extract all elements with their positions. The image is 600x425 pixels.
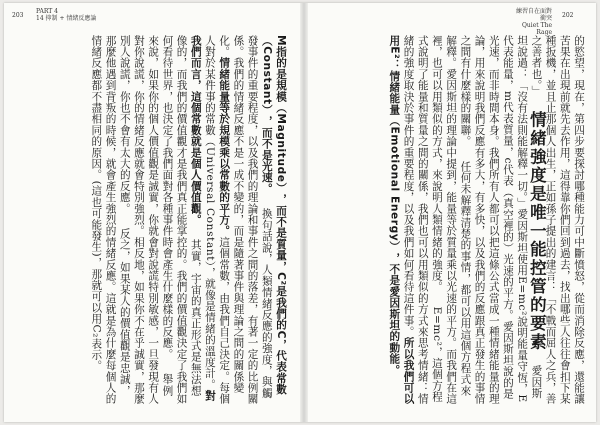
left-bold-1: 情緒能量等於規模乘以常數的平方。	[218, 57, 231, 237]
left-page	[4, 3, 300, 422]
left-para-5: 舉例來說，如果你的個人價值觀是誠實，你就會對說謊特別敏感，一旦發現有人對你說謊，你的情緒反應就會特別強烈。相反地，如果你不在乎誠實，那麼別人說謊，你也不會有太大的反應。	[118, 35, 174, 405]
left-page-number: 203	[12, 12, 24, 19]
left-running-header	[36, 8, 96, 22]
left-para-3: 這個常數，由我們自己決定。每個人對於某件事的常數（Universal Constant），就像是情緒的溫度計。	[203, 35, 231, 405]
chapter-label: 14 抑制 + 情緒反應論	[36, 15, 97, 22]
right-para-5: E=mc²，這個方程式說明了能量和質量之間的關係，我們也可以用類似的方式來思考情緒：情緒的強度取決於事件的重要程度，以及我們如何看待這件事。	[402, 35, 443, 405]
book-spread	[4, 3, 596, 422]
right-para-2: 愛因斯坦說過：「沒有法則能解釋一切。」愛因斯坦使用E=mc²說明能量守恆，E代表能量，m代表質量，c代表（真空裡的）光速的平方。	[501, 35, 543, 403]
right-para-1: 的慾望，現在，第四步要探討哪種能力可中斷憤怒，從而消除反應，還能讓苦果在出現前就先去作用，這得靠你們回到過去，找出哪些人往往會扣下某種扳機，並且止那個人出生，正如孫子提出的建言：「不戰而屈人之兵，善之善者也。」	[530, 35, 585, 405]
left-body-text	[18, 35, 288, 405]
book-title-cn: 練習自在面對衝突	[515, 8, 552, 22]
right-para-4: 任何未解釋清楚的事情，都可以用這個方程式來解釋。愛因斯坦的理論中提到，能量等於質量乘以光速的平方。而我們在這裡，也可以用類似的方式，來說明人類情緒的強度。	[430, 35, 472, 405]
right-body-text	[318, 35, 586, 405]
book-gutter	[300, 3, 308, 422]
section-heading: 情緒強度是唯一能控管的要素	[527, 110, 547, 352]
right-para-3: 愛因斯坦說的是光速，而非時間本身。我們所有人都可以把這條公式當成一種情緒能量的理論，用來說明我們反應有多大，有多快，以及我們的反應跟真正發生的事情之間有什麼樣的關聯。	[459, 35, 514, 405]
part-label: PART 4	[36, 8, 58, 15]
right-bold-final: 所以我們可以用E²：情緒能量（Emotional Energy），不是愛因斯坦的動能。	[388, 35, 415, 405]
left-para-6: 反之，如果某人的價值觀是忠誠，那麼他遇到背叛的時候，就會產生強烈的情緒反應。這就是為什麼每個人的情緒反應都不盡相同的原因。(這也可能發生)，那就可以用C₂表示。	[90, 35, 131, 405]
right-page	[308, 3, 596, 422]
left-bold-2: 對我們而言，這個常數就是個人價值觀。	[189, 35, 216, 402]
left-para-2: 換句話說，人類情緒反應的強度，與觸發事件的重要程度，以及我們的理論和事件之間的落差，有著一定的比例關係。我們的情緒反應不是一成不變的，而是隨著事件與理論之間的關係變化。	[218, 35, 273, 405]
left-para-1: M指的是規模（Magnitude），而不是質量，C²是我們的C，代表常數（Constant），而不是光速。	[260, 35, 287, 395]
left-para-4: 其實，宇宙的真正形式是無法想像的，而我們的價值觀才是我們真正能掌控的。我們的價值觀決定了我們如何看待世界，也決定了我們面對各種事件時會產生什麼樣的反應。	[161, 35, 202, 405]
right-page-number: 202	[562, 12, 574, 19]
book-title-en: Quiet The Rage	[522, 22, 552, 36]
right-running-header	[512, 8, 552, 36]
